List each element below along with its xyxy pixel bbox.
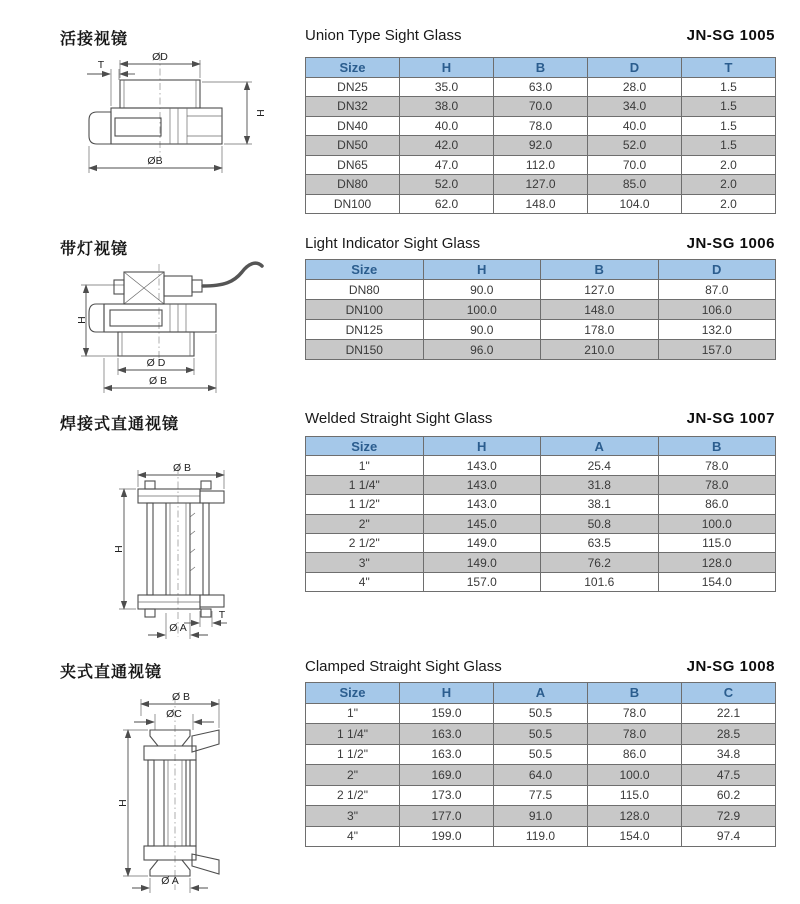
table-cell: 154.0 (588, 826, 682, 847)
column-header: Size (306, 437, 424, 456)
spec-table (305, 436, 776, 592)
table-cell: 143.0 (423, 475, 541, 494)
dimension-label: H (116, 799, 128, 807)
table-cell: 210.0 (541, 340, 659, 360)
table-cell: DN100 (306, 194, 400, 214)
table-cell: 60.2 (682, 785, 776, 806)
table-row (306, 155, 776, 175)
table-cell: 127.0 (541, 280, 659, 300)
header-row (306, 437, 776, 456)
section-title-row (305, 658, 775, 675)
column-header: D (658, 260, 776, 280)
dimension-label: H (254, 109, 266, 117)
table-cell: 78.0 (588, 724, 682, 745)
table-row (306, 724, 776, 745)
table-cell: 163.0 (400, 724, 494, 745)
column-header: T (682, 58, 776, 78)
technical-drawing-union-type (75, 46, 275, 198)
table-row (306, 514, 776, 533)
table-cell: 38.0 (400, 97, 494, 117)
table-cell: 1.5 (682, 136, 776, 156)
table-row (306, 785, 776, 806)
spec-table (305, 682, 776, 847)
table-row (306, 703, 776, 724)
table-cell: 157.0 (423, 572, 541, 591)
table-cell: 3" (306, 806, 400, 827)
model-code: JN-SG 1006 (686, 235, 775, 252)
table-cell: 70.0 (588, 155, 682, 175)
table-cell: 157.0 (658, 340, 776, 360)
table-cell: 143.0 (423, 456, 541, 475)
spec-table-container (305, 259, 776, 360)
table-cell: 92.0 (494, 136, 588, 156)
table-cell: DN100 (306, 300, 424, 320)
table-cell: 28.5 (682, 724, 776, 745)
column-header: Size (306, 260, 424, 280)
section-title-row (305, 410, 775, 427)
table-cell: 1.5 (682, 97, 776, 117)
table-cell: 1.5 (682, 116, 776, 136)
table-cell: 97.4 (682, 826, 776, 847)
table-cell: 52.0 (588, 136, 682, 156)
dimension-label: Ø B (171, 691, 191, 703)
table-row (306, 77, 776, 97)
table-cell: 35.0 (400, 77, 494, 97)
table-cell: 78.0 (494, 116, 588, 136)
dimension-label: Ø D (146, 357, 166, 369)
dimension-label: H (112, 545, 124, 553)
table-cell: 4" (306, 826, 400, 847)
spec-table-container (305, 682, 776, 847)
table-cell: 1 1/4" (306, 724, 400, 745)
technical-drawing-welded-straight (86, 455, 258, 643)
table-cell: 70.0 (494, 97, 588, 117)
table-row (306, 456, 776, 475)
table-row (306, 320, 776, 340)
column-header: H (400, 683, 494, 704)
header-row (306, 58, 776, 78)
table-cell: 1.5 (682, 77, 776, 97)
table-cell: 50.8 (541, 514, 659, 533)
table-cell: 143.0 (423, 495, 541, 514)
table-cell: 3" (306, 553, 424, 572)
table-cell: 40.0 (588, 116, 682, 136)
table-cell: 115.0 (588, 785, 682, 806)
section-label-cn: 带灯视镜 (60, 241, 129, 258)
table-cell: 2" (306, 514, 424, 533)
table-cell: 1 1/2" (306, 744, 400, 765)
table-cell: DN40 (306, 116, 400, 136)
table-cell: 78.0 (588, 703, 682, 724)
spec-table-container (305, 436, 776, 592)
table-row (306, 765, 776, 786)
spec-table-container (305, 57, 776, 214)
spec-table (305, 259, 776, 360)
column-header: A (541, 437, 659, 456)
section-title: Light Indicator Sight Glass (305, 235, 481, 252)
table-cell: 115.0 (658, 533, 776, 552)
column-header: B (494, 58, 588, 78)
table-cell: 149.0 (423, 553, 541, 572)
table-cell: 148.0 (541, 300, 659, 320)
dimension-label: T (218, 609, 226, 621)
section-title: Clamped Straight Sight Glass (305, 658, 502, 675)
table-cell: 100.0 (423, 300, 541, 320)
table-row (306, 806, 776, 827)
table-cell: 90.0 (423, 320, 541, 340)
table-cell: 62.0 (400, 194, 494, 214)
table-cell: 85.0 (588, 175, 682, 195)
table-cell: 169.0 (400, 765, 494, 786)
table-cell: 76.2 (541, 553, 659, 572)
table-cell: 119.0 (494, 826, 588, 847)
section-title: Union Type Sight Glass (305, 27, 462, 44)
table-row (306, 340, 776, 360)
table-cell: 87.0 (658, 280, 776, 300)
table-cell: 4" (306, 572, 424, 591)
table-cell: 2.0 (682, 155, 776, 175)
table-cell: 47.0 (400, 155, 494, 175)
table-cell: 52.0 (400, 175, 494, 195)
table-cell: DN125 (306, 320, 424, 340)
header-row (306, 683, 776, 704)
table-cell: 1 1/2" (306, 495, 424, 514)
section-label-cn: 夹式直通视镜 (60, 664, 163, 681)
table-cell: 38.1 (541, 495, 659, 514)
table-cell: 149.0 (423, 533, 541, 552)
table-cell: 1 1/4" (306, 475, 424, 494)
table-row (306, 572, 776, 591)
table-cell: DN80 (306, 175, 400, 195)
table-cell: 100.0 (658, 514, 776, 533)
table-cell: 112.0 (494, 155, 588, 175)
column-header: C (682, 683, 776, 704)
table-cell: 50.5 (494, 724, 588, 745)
table-cell: 63.0 (494, 77, 588, 97)
table-cell: 50.5 (494, 744, 588, 765)
table-cell: 159.0 (400, 703, 494, 724)
table-cell: 22.1 (682, 703, 776, 724)
section-title: Welded Straight Sight Glass (305, 410, 493, 427)
table-cell: 40.0 (400, 116, 494, 136)
column-header: Size (306, 58, 400, 78)
table-cell: 2.0 (682, 175, 776, 195)
table-cell: 86.0 (658, 495, 776, 514)
column-header: Size (306, 683, 400, 704)
technical-drawing-light-indicator (66, 256, 278, 408)
table-cell: 178.0 (541, 320, 659, 340)
section-label-cn: 活接视镜 (60, 31, 129, 48)
table-cell: 50.5 (494, 703, 588, 724)
table-cell: 104.0 (588, 194, 682, 214)
dimension-label: ØB (147, 155, 163, 167)
table-cell: 1" (306, 703, 400, 724)
column-header: B (588, 683, 682, 704)
table-cell: 34.8 (682, 744, 776, 765)
table-row (306, 175, 776, 195)
table-cell: 90.0 (423, 280, 541, 300)
table-cell: 148.0 (494, 194, 588, 214)
table-cell: 2" (306, 765, 400, 786)
dimension-label: T (97, 59, 105, 71)
table-row (306, 136, 776, 156)
table-cell: 28.0 (588, 77, 682, 97)
table-cell: 154.0 (658, 572, 776, 591)
table-cell: 100.0 (588, 765, 682, 786)
table-cell: 91.0 (494, 806, 588, 827)
table-cell: 2.0 (682, 194, 776, 214)
table-row (306, 553, 776, 572)
table-cell: 86.0 (588, 744, 682, 765)
section-title-row (305, 235, 775, 252)
table-cell: 199.0 (400, 826, 494, 847)
table-cell: DN50 (306, 136, 400, 156)
table-row (306, 744, 776, 765)
table-cell: 101.6 (541, 572, 659, 591)
table-cell: 64.0 (494, 765, 588, 786)
header-row (306, 260, 776, 280)
table-cell: DN80 (306, 280, 424, 300)
table-cell: 2 1/2" (306, 785, 400, 806)
table-cell: 42.0 (400, 136, 494, 156)
table-cell: 78.0 (658, 456, 776, 475)
column-header: D (588, 58, 682, 78)
column-header: A (494, 683, 588, 704)
table-cell: 63.5 (541, 533, 659, 552)
table-cell: 77.5 (494, 785, 588, 806)
table-row (306, 475, 776, 494)
dimension-label: ØD (152, 51, 168, 63)
table-row (306, 194, 776, 214)
table-cell: 2 1/2" (306, 533, 424, 552)
table-cell: DN65 (306, 155, 400, 175)
model-code: JN-SG 1008 (686, 658, 775, 675)
table-cell: DN150 (306, 340, 424, 360)
table-row (306, 300, 776, 320)
table-row (306, 97, 776, 117)
table-row (306, 533, 776, 552)
column-header: B (541, 260, 659, 280)
table-cell: 96.0 (423, 340, 541, 360)
dimension-label: Ø B (148, 375, 168, 387)
table-cell: 31.8 (541, 475, 659, 494)
table-cell: 128.0 (658, 553, 776, 572)
section-label-cn: 焊接式直通视镜 (60, 416, 180, 433)
table-cell: 128.0 (588, 806, 682, 827)
dimension-label: Ø A (169, 622, 187, 634)
dimension-label: H (75, 316, 87, 324)
dimension-label: ØC (166, 708, 182, 720)
model-code: JN-SG 1005 (686, 27, 775, 44)
table-cell: 132.0 (658, 320, 776, 340)
table-cell: DN25 (306, 77, 400, 97)
table-cell: 145.0 (423, 514, 541, 533)
table-cell: DN32 (306, 97, 400, 117)
table-cell: 106.0 (658, 300, 776, 320)
table-cell: 163.0 (400, 744, 494, 765)
table-cell: 34.0 (588, 97, 682, 117)
column-header: H (423, 260, 541, 280)
model-code: JN-SG 1007 (686, 410, 775, 427)
section-title-row (305, 27, 775, 44)
table-row (306, 116, 776, 136)
table-cell: 173.0 (400, 785, 494, 806)
table-cell: 47.5 (682, 765, 776, 786)
table-row (306, 280, 776, 300)
table-row (306, 495, 776, 514)
table-cell: 25.4 (541, 456, 659, 475)
column-header: H (423, 437, 541, 456)
table-row (306, 826, 776, 847)
column-header: B (658, 437, 776, 456)
table-cell: 177.0 (400, 806, 494, 827)
table-cell: 127.0 (494, 175, 588, 195)
table-cell: 1" (306, 456, 424, 475)
spec-table (305, 57, 776, 214)
table-cell: 72.9 (682, 806, 776, 827)
technical-drawing-clamped-straight (86, 688, 258, 898)
table-cell: 78.0 (658, 475, 776, 494)
dimension-label: Ø B (172, 462, 192, 474)
column-header: H (400, 58, 494, 78)
dimension-label: Ø A (161, 875, 179, 887)
